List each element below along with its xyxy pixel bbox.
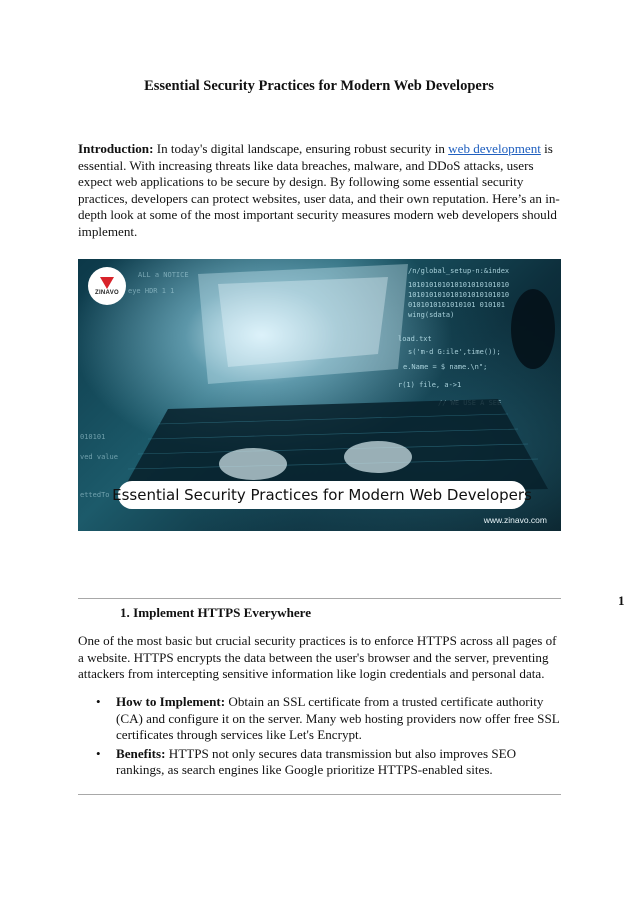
svg-text:/n/global_setup-n:&index: /n/global_setup-n:&index bbox=[408, 267, 510, 275]
svg-text:r(1) file, a->1: r(1) file, a->1 bbox=[398, 381, 462, 389]
svg-text:101010101010101010101010: 101010101010101010101010 bbox=[408, 281, 510, 289]
bullet-list bbox=[78, 694, 564, 781]
web-development-link[interactable]: web development bbox=[448, 141, 541, 156]
logo-mark-icon bbox=[100, 277, 114, 289]
svg-text:s('m-d G:ile',time());: s('m-d G:ile',time()); bbox=[408, 348, 501, 356]
zinavo-logo bbox=[88, 267, 126, 305]
page-number: 1 bbox=[618, 593, 625, 608]
svg-text:ALL a NOTICE: ALL a NOTICE bbox=[138, 271, 189, 279]
bullet-icon: • bbox=[96, 745, 101, 761]
svg-text:wing(sdata): wing(sdata) bbox=[408, 311, 455, 319]
svg-text:ved value: ved value bbox=[80, 453, 118, 461]
svg-text:ettedTo: ettedTo bbox=[80, 491, 110, 499]
section-heading: 1. Implement HTTPS Everywhere bbox=[120, 605, 312, 620]
svg-text:load.txt: load.txt bbox=[398, 335, 432, 343]
bullet-icon: • bbox=[96, 694, 101, 709]
divider-top bbox=[78, 598, 561, 599]
list-item bbox=[78, 746, 564, 779]
intro-paragraph bbox=[78, 141, 562, 241]
intro-text-end: is essential. With increasing threats like data breaches, malware, and DDoS attacks, users expect web applications to be secure by design. By following some essential security practices, developers can protect websites, user data, and their own reputation. Here’s an in-depth look at some of the most important security measures modern web developers should implement. bbox=[78, 141, 560, 239]
bullet-label: How to Implement: bbox=[116, 694, 226, 709]
bullet-text: Obtain an SSL certificate from a trusted certificate authority (CA) and configure it on the server. Many web hosting providers now offer free SSL certificates through services like Let's Encrypt. bbox=[116, 694, 560, 743]
document-title: Essential Security Practices for Modern Web Developers bbox=[144, 78, 494, 94]
banner-image bbox=[78, 259, 561, 531]
bullet-text: HTTPS not only secures data transmission but also improves SEO rankings, as search engines like Google prioritize HTTPS-enabled sites. bbox=[116, 745, 517, 778]
bullet-label: Benefits: bbox=[116, 745, 166, 761]
section-paragraph: One of the most basic but crucial security practices is to enforce HTTPS across all pages of a website. HTTPS encrypts the data between the user's browser and the server, preventing attackers from intercepting sensitive information like login credentials and personal data. bbox=[78, 633, 557, 682]
svg-text:101010101010101010101010: 101010101010101010101010 bbox=[408, 291, 510, 299]
banner-url: www.zinavo.com bbox=[483, 515, 547, 525]
list-item bbox=[78, 694, 564, 744]
divider-bottom bbox=[78, 794, 561, 795]
intro-label: Introduction: bbox=[78, 141, 154, 156]
banner-caption: Essential Security Practices for Modern Web Developers bbox=[118, 481, 526, 509]
intro-text-start: In today's digital landscape, ensuring robust security in bbox=[153, 141, 449, 156]
svg-text:010101: 010101 bbox=[80, 433, 106, 441]
svg-text:0101010101010101 010101: 0101010101010101 010101 bbox=[408, 301, 505, 309]
logo-wordmark: ZINAVO bbox=[94, 289, 120, 296]
svg-text:eye HDR 1 1: eye HDR 1 1 bbox=[128, 287, 175, 295]
svg-text:e.Name = $ name.\n";: e.Name = $ name.\n"; bbox=[403, 363, 488, 371]
